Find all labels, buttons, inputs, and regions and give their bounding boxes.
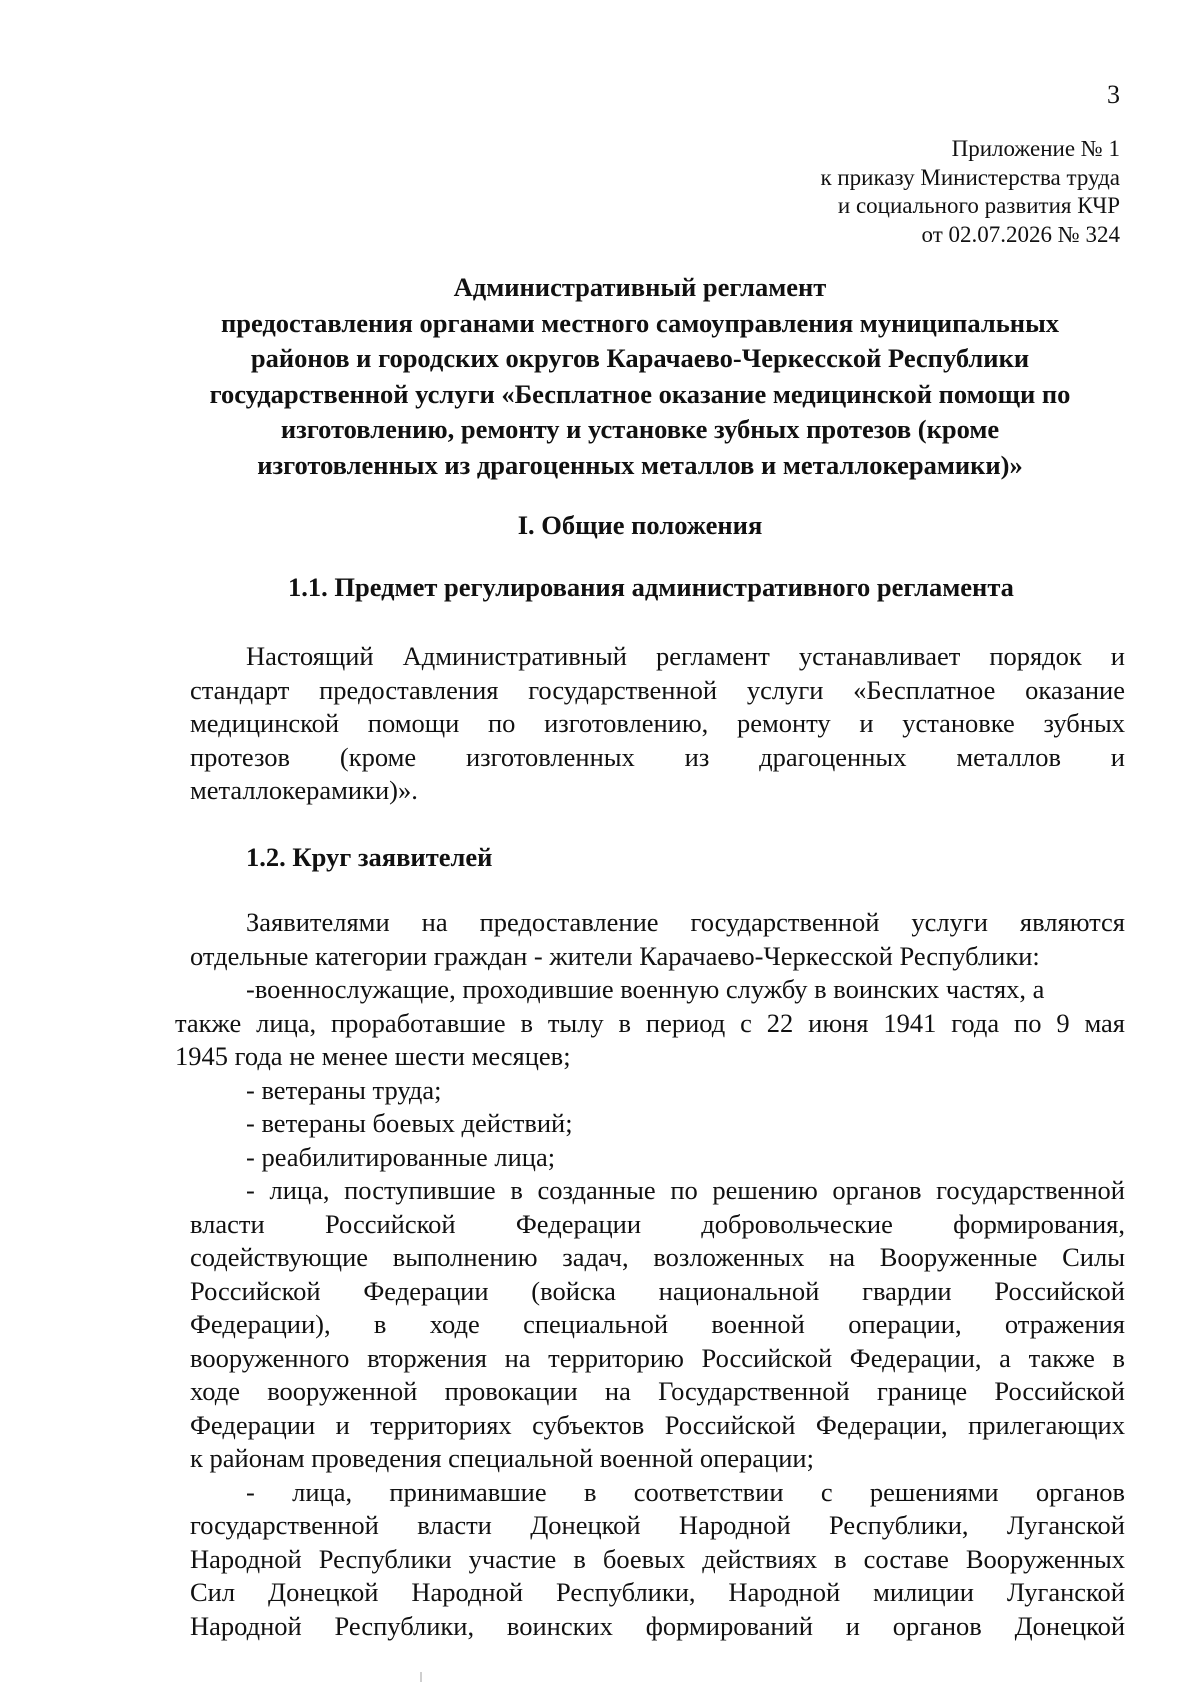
page-number: 3	[1107, 80, 1120, 109]
title-line: изготовлению, ремонту и установке зубных протезов (кроме	[280, 414, 1000, 444]
text-line: содействующие выполнению задач, возложенных на Вооруженные Силы	[190, 1242, 1125, 1272]
text-line: также лица, проработавшие в тылу в период с 22 июня 1941 года по 9 мая	[175, 1007, 1125, 1038]
text-line: Настоящий Административный регламент устанавливает порядок и	[246, 641, 1125, 671]
text-line: Заявителями на предоставление государственной услуги являются	[246, 907, 1125, 937]
text-line: медицинской помощи по изготовлению, ремонту и установке зубных	[190, 708, 1125, 738]
annex-line: Приложение № 1	[951, 136, 1120, 161]
title-line: предоставления органами местного самоуправления муниципальных	[220, 307, 1060, 338]
text-line: вооруженного вторжения на территорию Российской Федерации, а также в	[190, 1342, 1125, 1373]
text-line: Сил Донецкой Народной Республики, Народной милиции Луганской	[190, 1577, 1125, 1607]
section-heading: I. Общие положения	[517, 510, 763, 540]
paragraph-subject	[190, 640, 1125, 808]
text-line: государственной власти Донецкой Народной Республики, Луганской	[190, 1510, 1125, 1540]
text-line: стандарт предоставления государственной услуги «Бесплатное оказание	[190, 674, 1125, 705]
text-line: - лица, поступившие в созданные по решению органов государственной	[246, 1175, 1125, 1205]
subsection-heading: 1.1. Предмет регулирования административного регламента	[288, 572, 1014, 602]
text-line: - лица, принимавшие в соответствии с решениями органов	[246, 1476, 1125, 1507]
text-line: Народной Республики, воинских формирований и органов Донецкой	[190, 1610, 1125, 1641]
text-line: ходе вооруженной провокации на Государственной границе Российской	[190, 1376, 1125, 1406]
text-line: - ветераны труда;	[246, 1074, 442, 1105]
text-line: власти Российской Федерации добровольческие формирования,	[190, 1208, 1125, 1239]
title-line: районов и городских округов Карачаево-Черкесской Республики	[250, 343, 1030, 373]
text-line: - ветераны боевых действий;	[246, 1108, 573, 1138]
text-line: - реабилитированные лица;	[246, 1141, 556, 1172]
title-line: государственной услуги «Бесплатное оказание медицинской помощи по	[209, 378, 1071, 409]
text-line: Федерации), в ходе специальной военной операции, отражения	[190, 1309, 1125, 1339]
text-line: -военнослужащие, проходившие военную службу в воинских частях, а	[246, 974, 1045, 1004]
title-line: Административный регламент	[453, 272, 827, 302]
subsection-heading: 1.2. Круг заявителей	[246, 842, 493, 872]
annex-reference	[640, 135, 1120, 249]
document-title	[180, 270, 1100, 483]
paragraph-applicants	[175, 906, 1125, 1643]
text-line: 1945 года не менее шести месяцев;	[175, 1041, 571, 1071]
title-line: изготовленных из драгоценных металлов и металлокерамики)»	[257, 449, 1023, 480]
text-line: Российской Федерации (войска национальной гвардии Российской	[190, 1275, 1125, 1306]
scan-artifact	[420, 1672, 422, 1682]
text-line: Федерации и территориях субъектов Российской Федерации, прилегающих	[190, 1409, 1125, 1440]
annex-line: к приказу Министерства труда	[820, 164, 1120, 190]
text-line: отдельные категории граждан - жители Карачаево-Черкесской Республики:	[190, 940, 1040, 971]
text-line: к районам проведения специальной военной операции;	[190, 1443, 814, 1473]
text-line: протезов (кроме изготовленных из драгоценных металлов и	[190, 741, 1125, 772]
text-line: Народной Республики участие в боевых действиях в составе Вооруженных	[190, 1543, 1125, 1574]
annex-line: от 02.07.2026 № 324	[921, 221, 1120, 247]
text-line: металлокерамики)».	[190, 775, 418, 805]
annex-line: и социального развития КЧР	[837, 193, 1120, 218]
